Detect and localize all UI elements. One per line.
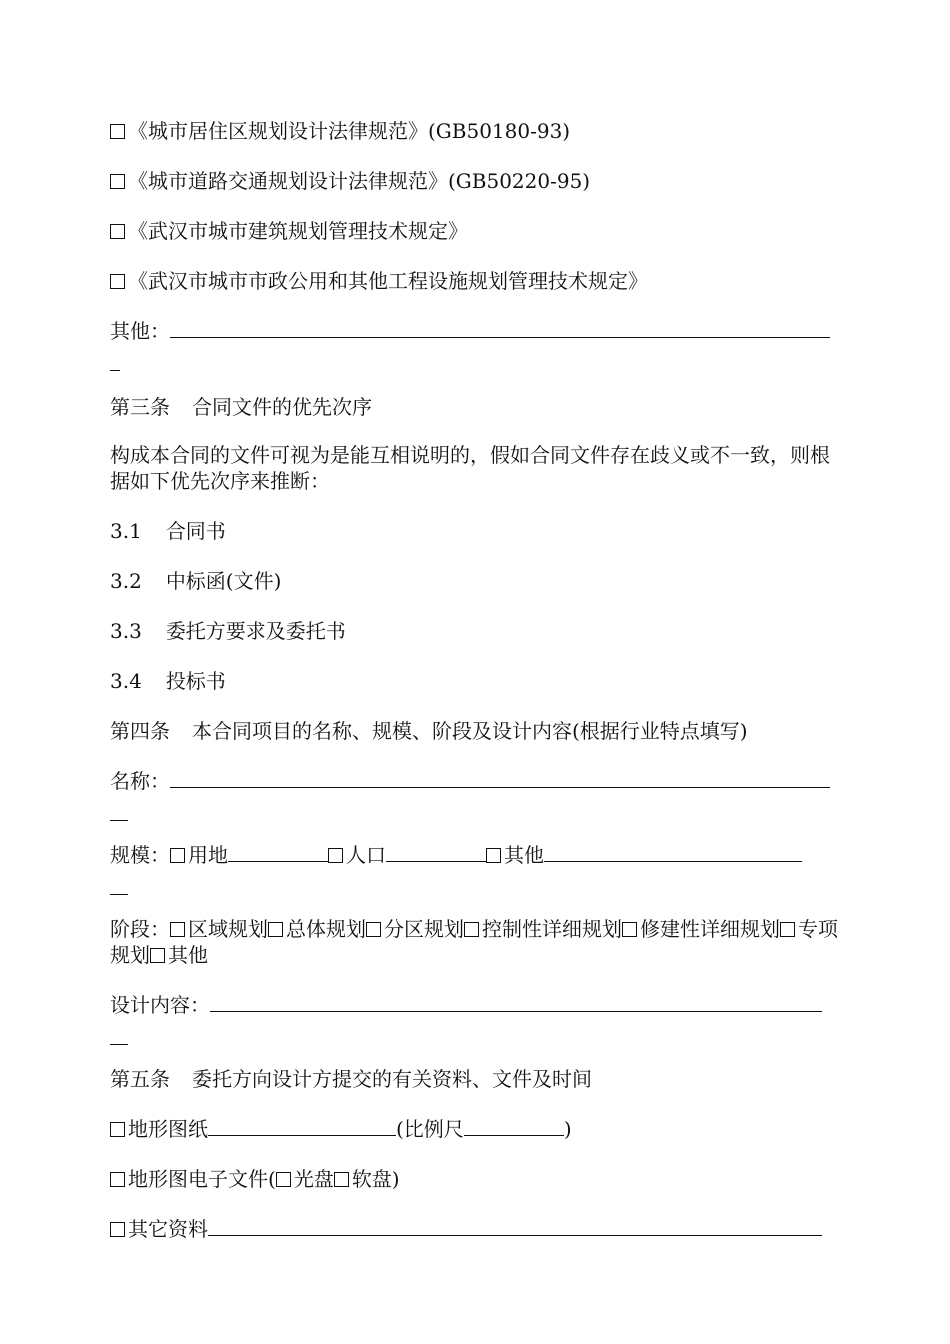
article-title: 委托方向设计方提交的有关资料、文件及时间 bbox=[192, 1067, 592, 1091]
priority-text: 合同书 bbox=[165, 519, 226, 543]
content-label: 设计内容： bbox=[110, 993, 210, 1017]
standard-item-1 bbox=[110, 118, 842, 144]
other-docs-field[interactable] bbox=[208, 1217, 822, 1236]
priority-item bbox=[110, 568, 842, 594]
checkbox[interactable] bbox=[110, 224, 125, 239]
other-blank-field[interactable] bbox=[170, 319, 830, 338]
article-number: 第五条 bbox=[110, 1067, 170, 1091]
other-label: 其他： bbox=[110, 319, 170, 343]
standard-item-4 bbox=[110, 268, 842, 294]
cd-label: 光盘 bbox=[293, 1167, 334, 1191]
design-content-row bbox=[110, 992, 842, 1018]
scale-other-label: 其他 bbox=[504, 843, 544, 867]
checkbox[interactable] bbox=[328, 848, 343, 863]
checkbox[interactable] bbox=[110, 1172, 125, 1187]
name-label: 名称： bbox=[110, 769, 170, 793]
topo-map-field[interactable] bbox=[208, 1117, 396, 1136]
stage-option: 修建性详细规划 bbox=[640, 917, 780, 941]
checkbox[interactable] bbox=[110, 174, 125, 189]
land-field[interactable] bbox=[228, 843, 328, 862]
stage-option: 控制性详细规划 bbox=[482, 917, 622, 941]
project-name-field[interactable] bbox=[170, 769, 830, 788]
topo-map-label: 地形图纸 bbox=[128, 1117, 208, 1141]
scale-other-field[interactable] bbox=[544, 843, 802, 862]
article-4-heading bbox=[110, 718, 842, 744]
priority-number: 3.4 bbox=[110, 669, 142, 693]
stage-label: 阶段： bbox=[110, 917, 170, 941]
continuation-underline bbox=[110, 820, 128, 821]
checkbox[interactable] bbox=[276, 1172, 291, 1187]
stage-option: 专项规划 bbox=[110, 917, 838, 967]
other-docs-row bbox=[110, 1216, 842, 1242]
article-5-heading bbox=[110, 1066, 842, 1092]
scale-label: 规模： bbox=[110, 843, 170, 867]
topo-digital-label: 地形图电子文件( bbox=[128, 1167, 276, 1191]
map-scale-field[interactable] bbox=[464, 1117, 564, 1136]
stage-option: 分区规划 bbox=[384, 917, 464, 941]
standard-text: 《城市道路交通规划设计法律规范》(GB50220-95) bbox=[128, 169, 591, 193]
land-label: 用地 bbox=[188, 843, 228, 867]
priority-number: 3.2 bbox=[110, 569, 142, 593]
checkbox[interactable] bbox=[110, 124, 125, 139]
topo-map-row bbox=[110, 1116, 842, 1142]
article-number: 第三条 bbox=[110, 395, 170, 419]
article-number: 第四条 bbox=[110, 719, 170, 743]
standard-text: 《城市居住区规划设计法律规范》(GB50180-93) bbox=[128, 119, 571, 143]
checkbox[interactable] bbox=[780, 922, 795, 937]
article-title: 本合同项目的名称、规模、阶段及设计内容(根据行业特点填写) bbox=[192, 719, 748, 743]
priority-text: 投标书 bbox=[165, 669, 226, 693]
article-3-heading bbox=[110, 394, 842, 420]
checkbox[interactable] bbox=[150, 948, 165, 963]
other-docs-label: 其它资料 bbox=[128, 1217, 208, 1241]
checkbox[interactable] bbox=[110, 1222, 125, 1237]
stage-option: 总体规划 bbox=[286, 917, 366, 941]
priority-text: 中标函(文件) bbox=[165, 569, 282, 593]
stage-row bbox=[110, 916, 842, 968]
scale-close-label: ) bbox=[563, 1117, 572, 1141]
priority-number: 3.3 bbox=[110, 619, 142, 643]
article-3-intro: 构成本合同的文件可视为是能互相说明的，假如合同文件存在歧义或不一致，则根据如下优先次序来推断： bbox=[110, 443, 830, 493]
continuation-underline bbox=[110, 1044, 128, 1045]
checkbox[interactable] bbox=[486, 848, 501, 863]
checkbox[interactable] bbox=[622, 922, 637, 937]
scale-row bbox=[110, 842, 842, 868]
checkbox[interactable] bbox=[366, 922, 381, 937]
checkbox[interactable] bbox=[110, 1122, 125, 1137]
checkbox[interactable] bbox=[110, 274, 125, 289]
standard-text: 《武汉市城市建筑规划管理技术规定》 bbox=[128, 219, 468, 243]
population-label: 人口 bbox=[346, 843, 386, 867]
priority-number: 3.1 bbox=[110, 519, 142, 543]
floppy-label: 软盘) bbox=[351, 1167, 400, 1191]
checkbox[interactable] bbox=[170, 922, 185, 937]
continuation-underline bbox=[110, 370, 120, 371]
stage-option: 其他 bbox=[168, 943, 208, 967]
population-field[interactable] bbox=[386, 843, 486, 862]
priority-item bbox=[110, 618, 842, 644]
stage-option: 区域规划 bbox=[188, 917, 268, 941]
checkbox[interactable] bbox=[170, 848, 185, 863]
design-content-field[interactable] bbox=[210, 993, 822, 1012]
topo-digital-row bbox=[110, 1166, 842, 1192]
checkbox[interactable] bbox=[334, 1172, 349, 1187]
standard-item-2 bbox=[110, 168, 842, 194]
checkbox[interactable] bbox=[464, 922, 479, 937]
checkbox[interactable] bbox=[268, 922, 283, 937]
priority-text: 委托方要求及委托书 bbox=[165, 619, 346, 643]
scale-open-label: (比例尺 bbox=[396, 1117, 464, 1141]
other-standards-row bbox=[110, 318, 842, 344]
continuation-underline bbox=[110, 894, 128, 895]
priority-item bbox=[110, 668, 842, 694]
article-title: 合同文件的优先次序 bbox=[192, 395, 372, 419]
standard-text: 《武汉市城市市政公用和其他工程设施规划管理技术规定》 bbox=[128, 269, 648, 293]
priority-item bbox=[110, 518, 842, 544]
standard-item-3 bbox=[110, 218, 842, 244]
project-name-row bbox=[110, 768, 842, 794]
